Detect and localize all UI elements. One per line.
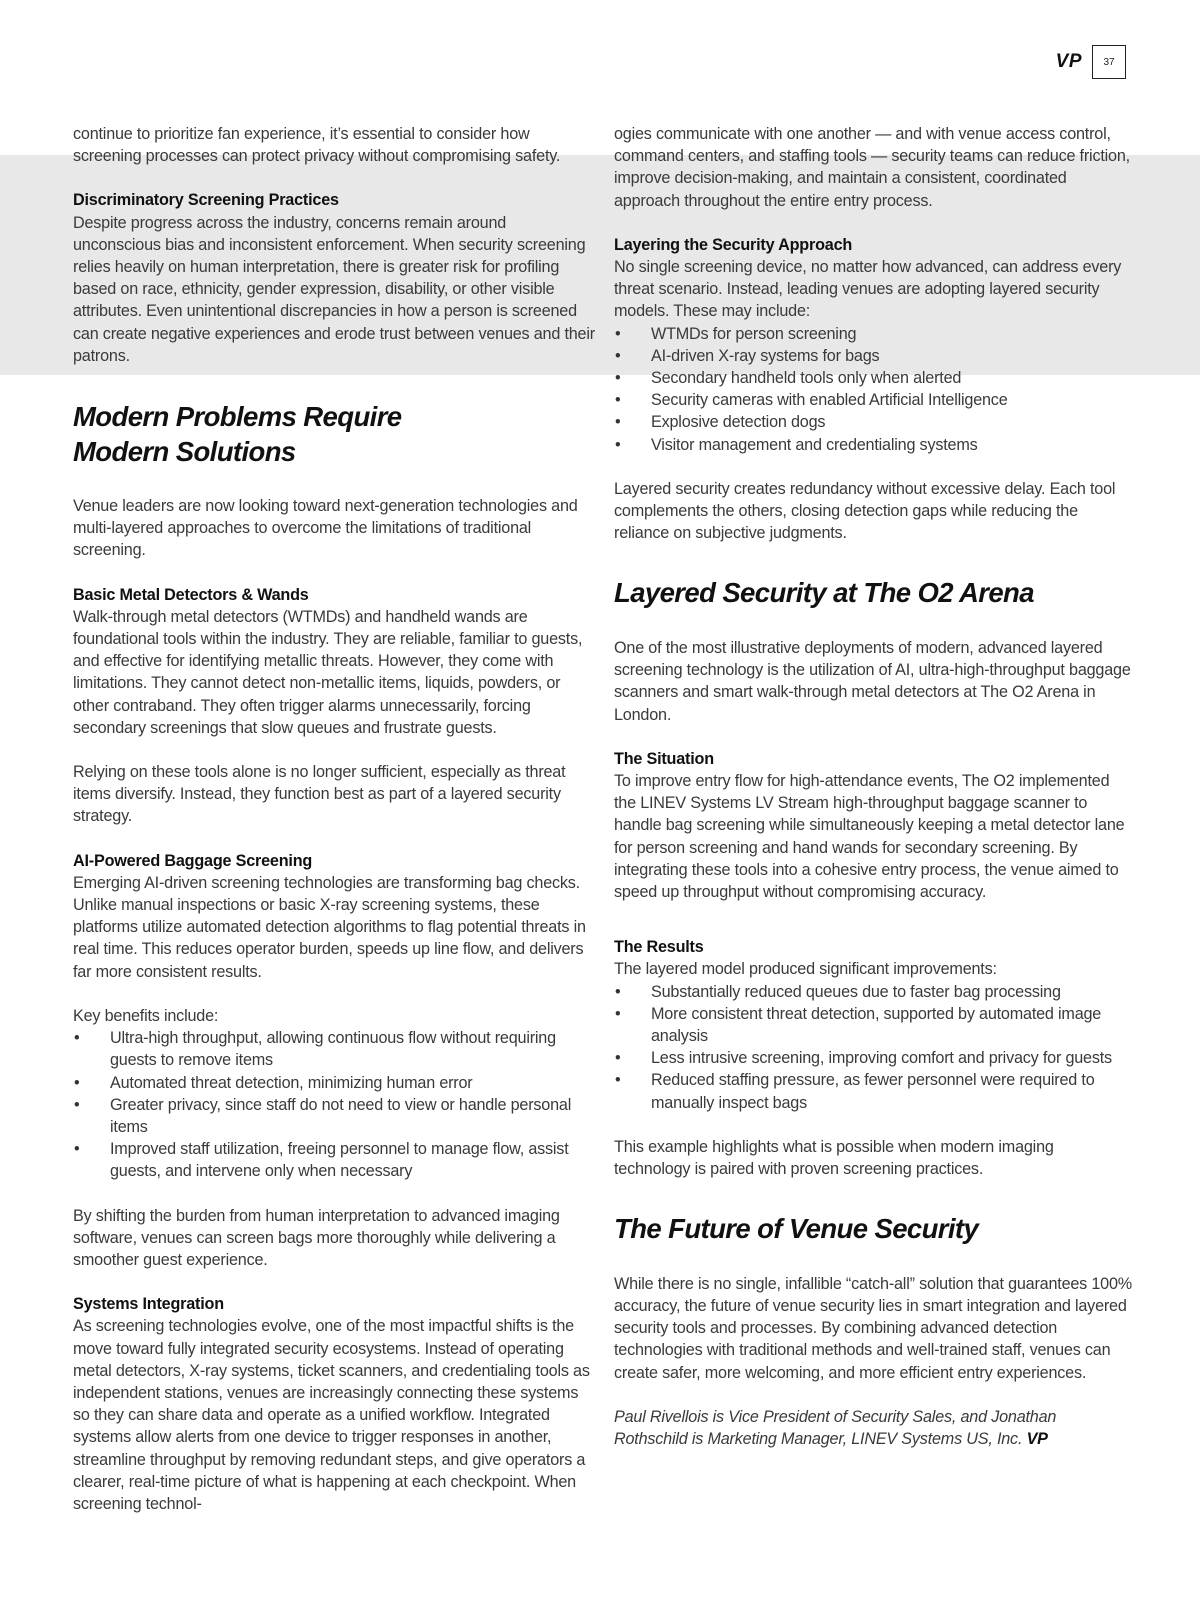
byline-text: Paul Rivellois is Vice President of Security Sales, and Jonathan Rothschild is Marketing Manager, LINEV Systems US, Inc. [614, 1407, 1057, 1448]
metal-detectors-heading: Basic Metal Detectors & Wands [73, 585, 309, 604]
list-item: • Visitor management and credentialing systems [614, 434, 1134, 456]
list-item: • Security cameras with enabled Artificial Intelligence [614, 389, 1134, 411]
discriminatory-body: Despite progress across the industry, concerns remain around unconscious bias and inconsistent enforcement. When security screening relies heavily on human interpretation, there is greater risk for profiling based on race, ethnicity, gender expression, disability, or other visible attributes. Even unintentional discrepancies in how a person is screened can create negative experiences and erode trust between venues and their patrons. [73, 213, 595, 365]
list-item: • Improved staff utilization, freeing personnel to manage flow, assist guests, and intervene only when necessary [73, 1138, 598, 1182]
benefits-list [73, 1027, 598, 1182]
vp-logo: VP [1055, 51, 1082, 72]
page-number: 37 [1092, 45, 1126, 79]
list-item: • Less intrusive screening, improving comfort and privacy for guests [614, 1047, 1134, 1069]
future-title: The Future of Venue Security [614, 1213, 979, 1245]
metal-detectors-body-2: Relying on these tools alone is no longer sufficient, especially as threat items diversify. Instead, they function best as part of a layered security strategy. [73, 763, 566, 826]
situation-body: To improve entry flow for high-attendance events, The O2 implemented the LINEV Systems LV Stream high-throughput baggage scanner to handle bag screening while simultaneously keeping a metal detector lane for person screening and hand wands for secondary screening. By integrating these tools into a cohesive entry process, the venue aimed to speed up throughput without compromising accuracy. [614, 771, 1125, 901]
o2-arena-body: One of the most illustrative deployments of modern, advanced layered screening technology is the utilization of AI, ultra-high-throughput baggage scanners and smart walk-through metal detectors at The O2 Arena in London. [614, 638, 1131, 724]
list-item: • AI-driven X-ray systems for bags [614, 345, 1134, 367]
metal-detectors-body: Walk-through metal detectors (WTMDs) and handheld wands are foundational tools within the industry. They are reliable, familiar to guests, and effective for identifying metallic threats. However, they come with limitations. They cannot detect non-metallic items, liquids, powders, or other contraband. They often trigger alarms unnecessarily, forcing secondary screenings that slow queues and frustrate guests. [73, 607, 583, 737]
modern-body: Venue leaders are now looking toward next-generation technologies and multi-layered approaches to overcome the limitations of traditional screening. [73, 497, 578, 560]
results-heading: The Results [614, 938, 704, 957]
layering-body: No single screening device, no matter how advanced, can address every threat scenario. Instead, leading venues are adopting layered security models. These may include: [614, 258, 1122, 321]
layering-closing: Layered security creates redundancy without excessive delay. Each tool complements the others, closing detection gaps while reducing the reliance on subjective judgments. [614, 479, 1116, 543]
intro-paragraph: continue to prioritize fan experience, it’s essential to consider how screening processes can protect privacy without compromising safety. [73, 125, 561, 166]
benefits-intro: Key benefits include: [73, 1006, 219, 1025]
results-closing: This example highlights what is possible when modern imaging technology is paired with proven screening practices. [614, 1137, 1054, 1179]
future-body: While there is no single, infallible “catch-all” solution that guarantees 100% accuracy, the future of venue security lies in smart integration and layered security tools and processes. By combining advanced detection technologies with traditional methods and well-trained staff, venues can create safer, more welcoming, and more efficient entry experiences. [614, 1274, 1132, 1382]
modern-title-line1: Modern Problems Require [73, 401, 402, 433]
o2-arena-title: Layered Security at The O2 Arena [614, 577, 1034, 609]
modern-problems-title [73, 400, 598, 469]
layering-heading: Layering the Security Approach [614, 235, 853, 254]
right-column [614, 123, 1134, 1472]
list-item: • More consistent threat detection, supported by automated image analysis [614, 1003, 1134, 1047]
list-item: • Greater privacy, since staff do not need to view or handle personal items [73, 1094, 598, 1138]
left-column [73, 123, 598, 1537]
list-item: • Ultra-high throughput, allowing continuous flow without requiring guests to remove items [73, 1027, 598, 1071]
list-item: • Automated threat detection, minimizing human error [73, 1072, 598, 1094]
results-list [614, 981, 1134, 1114]
list-item: • Explosive detection dogs [614, 411, 1134, 433]
situation-heading: The Situation [614, 749, 714, 768]
ai-screening-heading: AI-Powered Baggage Screening [73, 851, 313, 870]
systems-integration-body: As screening technologies evolve, one of the most impactful shifts is the move toward fully integrated security ecosystems. Instead of operating metal detectors, X-ray systems, ticket scanners, and credentialing tools as independent stations, venues are increasingly connecting these systems so they can share data and operate as a unified workflow. Integrated systems allow alerts from one device to trigger responses in another, streamline throughput by removing redundant steps, and give operators a clearer, real-time picture of what is happening at each checkpoint. When screening technol- [73, 1317, 590, 1513]
author-byline [614, 1406, 1134, 1450]
modern-title-line2: Modern Solutions [73, 435, 296, 467]
list-item: • Substantially reduced queues due to faster bag processing [614, 981, 1134, 1003]
layering-list [614, 323, 1134, 456]
results-intro: The layered model produced significant improvements: [614, 960, 997, 979]
list-item: • Reduced staffing pressure, as fewer personnel were required to manually inspect bags [614, 1069, 1134, 1113]
ai-screening-closing: By shifting the burden from human interpretation to advanced imaging software, venues can screen bags more thoroughly while delivering a smoother guest experience. [73, 1206, 560, 1269]
list-item: • Secondary handheld tools only when alerted [614, 367, 1134, 389]
list-item: • WTMDs for person screening [614, 323, 1134, 345]
ai-screening-body: Emerging AI-driven screening technologies are transforming bag checks. Unlike manual inspections or basic X-ray screening systems, these platforms utilize automated detection algorithms to flag potential threats in real time. This reduces operator burden, speeds up line flow, and delivers far more consistent results. [73, 873, 586, 981]
continued-paragraph: ogies communicate with one another — and with venue access control, command centers, and staffing tools — security teams can reduce friction, improve decision-making, and maintain a consistent, coordinated approach throughout the entire entry process. [614, 125, 1130, 210]
systems-integration-heading: Systems Integration [73, 1295, 224, 1314]
discriminatory-heading: Discriminatory Screening Practices [73, 191, 339, 210]
vp-end-mark: VP [1026, 1429, 1048, 1448]
page-header [1056, 44, 1126, 80]
